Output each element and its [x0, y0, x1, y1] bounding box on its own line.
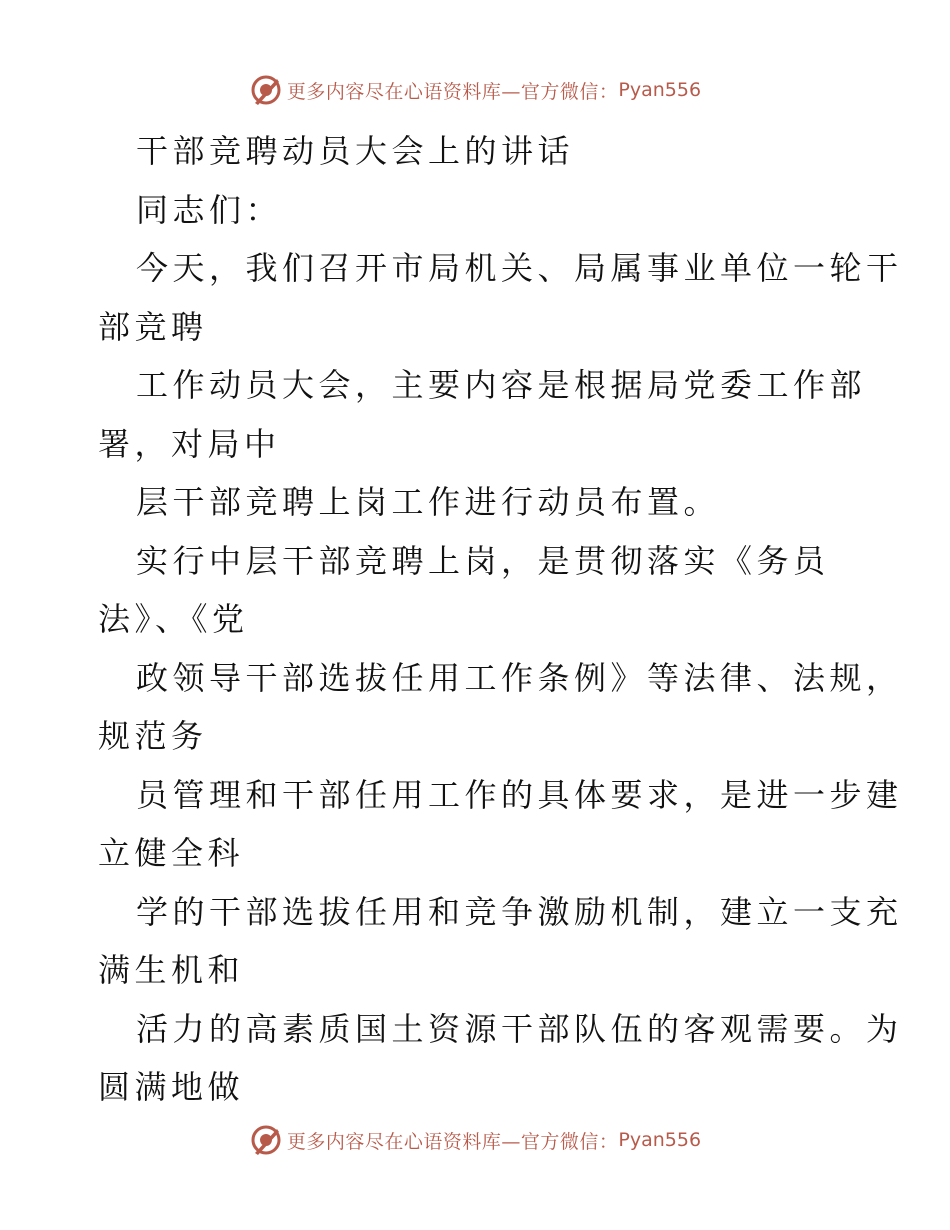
text-line: 满生机和 [98, 951, 245, 989]
document-title: 干部竞聘动员大会上的讲话 [136, 132, 575, 170]
text-line: 工作动员大会，主要内容是根据局党委工作部 [136, 366, 867, 404]
text-line: 学的干部选拔任用和竞争激励机制，建立一支充 [136, 892, 903, 931]
text-line: 层干部竞聘上岗工作进行动员布置。 [136, 483, 721, 521]
text-line: 法》、《党 [98, 600, 249, 638]
text-line: 立健全科 [98, 834, 245, 872]
pen-logo-icon [249, 1123, 283, 1157]
text-line: 政领导干部选拔任用工作条例》等法律、法规， [136, 658, 903, 697]
text-line: 员管理和干部任用工作的具体要求，是进一步建 [136, 775, 903, 814]
watermark-text: 更多内容尽在心语资料库—官方微信： [286, 1130, 619, 1153]
text-line: 实行中层干部竞聘上岗，是贯彻落实《务员 [136, 541, 830, 580]
text-line: 圆满地做 [98, 1068, 245, 1106]
watermark-account: Pyan556 [618, 1129, 702, 1151]
document-body [98, 122, 903, 1117]
text-line: 活力的高素质国土资源干部队伍的客观需要。为 [136, 1009, 903, 1048]
salutation: 同志们： [136, 190, 283, 229]
footer-watermark [0, 1120, 950, 1160]
text-line: 今天，我们召开市局机关、局属事业单位一轮干 [136, 249, 903, 287]
pen-logo-icon [249, 73, 283, 107]
header-watermark [0, 70, 950, 110]
text-line: 部竞聘 [98, 307, 208, 346]
text-line: 署，对局中 [98, 424, 281, 463]
watermark-text: 更多内容尽在心语资料库—官方微信： [286, 80, 619, 103]
text-line: 规范务 [98, 717, 208, 755]
watermark-account: Pyan556 [618, 79, 702, 101]
